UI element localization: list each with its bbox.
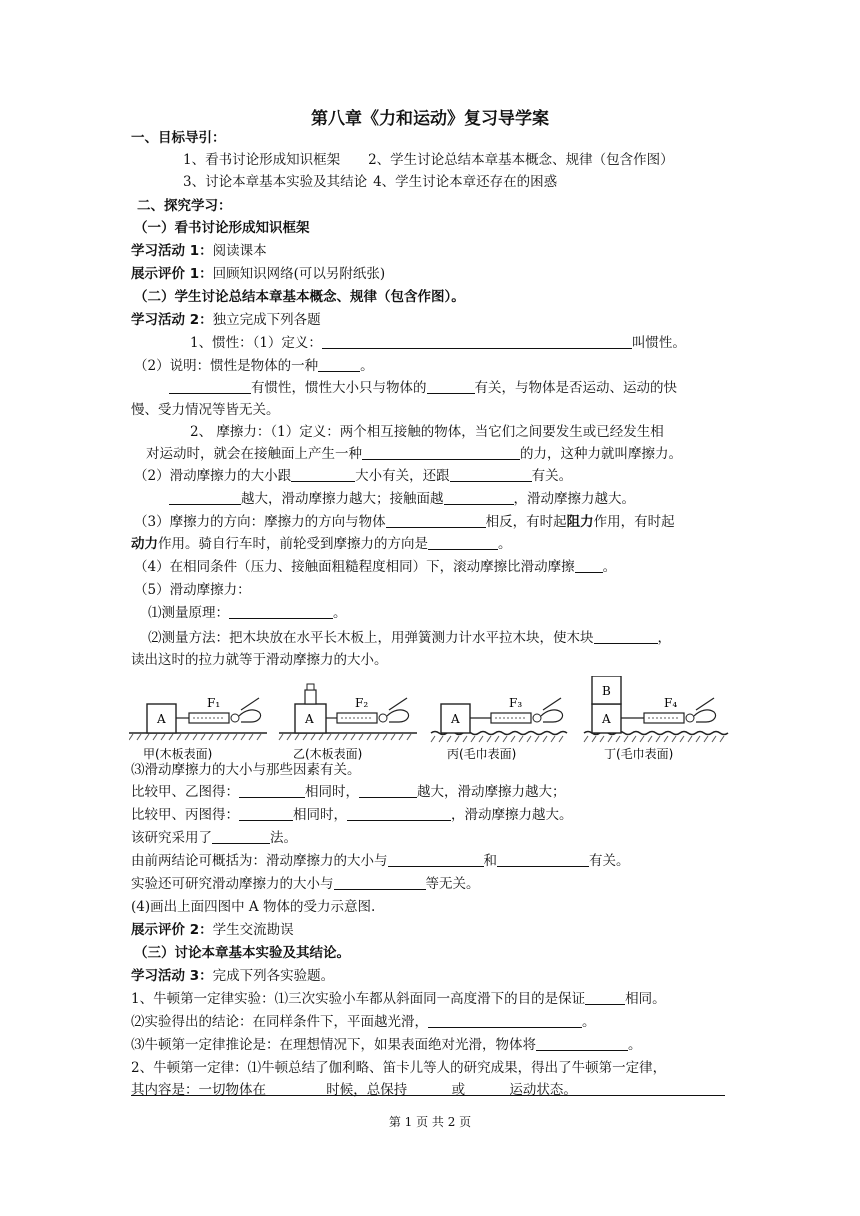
evaluation-2 bbox=[131, 920, 294, 940]
newton-experiment bbox=[131, 989, 666, 1009]
draw-instruction: (4)画出上面四图中 A 物体的受力示意图. bbox=[131, 899, 376, 915]
newton-inference bbox=[131, 1035, 642, 1055]
friction-definition: 2、 摩擦力：（1）定义：两个相互接触的物体，当它们之间要发生或已经发生相 bbox=[190, 424, 664, 440]
method-end: ， bbox=[657, 630, 671, 646]
friction-direction bbox=[134, 512, 675, 532]
activity-3-label: 学习活动 3： bbox=[131, 968, 213, 984]
friction-size2-end: ，滑动摩擦力越大。 bbox=[513, 491, 635, 507]
block-label: A bbox=[451, 712, 460, 726]
blank[interactable] bbox=[407, 1081, 447, 1096]
inertia-size bbox=[169, 378, 677, 398]
research-method bbox=[131, 828, 297, 848]
friction-dir2-end: 。 bbox=[498, 536, 512, 552]
friction-definition-cont bbox=[146, 444, 682, 464]
friction-size bbox=[134, 466, 572, 486]
panel-jia bbox=[129, 696, 267, 761]
goal-row-2 bbox=[183, 172, 557, 192]
inertia-size-text-2: 有关，与物体是否运动、运动的快 bbox=[474, 380, 677, 396]
blank[interactable] bbox=[291, 467, 355, 482]
method-text: ⑵测量方法：把木块放在水平长木板上，用弹簧测力计水平拉木块，使木块 bbox=[148, 630, 594, 646]
method-end: 法。 bbox=[270, 830, 297, 846]
activity-2 bbox=[131, 310, 321, 330]
friction-size-text: （2）滑动摩擦力的大小跟 bbox=[134, 468, 292, 484]
blank[interactable] bbox=[428, 1013, 582, 1028]
newton-conclusion bbox=[131, 1012, 596, 1032]
blank[interactable] bbox=[318, 357, 360, 372]
blank[interactable] bbox=[270, 1081, 326, 1096]
blank[interactable] bbox=[359, 783, 417, 798]
block-label: A bbox=[157, 712, 166, 726]
sliding-friction-heading: （5）滑动摩擦力： bbox=[134, 582, 251, 598]
blank[interactable] bbox=[585, 990, 625, 1005]
block-label: A bbox=[305, 712, 314, 726]
newton-law-text-2: 时候，总保持 bbox=[326, 1082, 408, 1098]
blank[interactable] bbox=[239, 806, 293, 821]
inertia-explain-end: 。 bbox=[360, 358, 374, 374]
inertia-size-cont: 慢、受力情况等皆无关。 bbox=[131, 402, 280, 418]
friction-dir-text-2: 相反，有时起 bbox=[485, 514, 567, 530]
friction-experiment-figure bbox=[129, 676, 731, 766]
activity-1 bbox=[131, 241, 267, 261]
newton-infer-end: 。 bbox=[628, 1037, 642, 1053]
blank[interactable] bbox=[465, 1081, 505, 1096]
friction-direction-cont bbox=[131, 534, 512, 554]
newton-law-or: 或 bbox=[447, 1082, 466, 1098]
friction-dir-text-3: 作用，有时起 bbox=[593, 514, 675, 530]
inertia-explain bbox=[134, 356, 374, 376]
compare2-end: ，滑动摩擦力越大。 bbox=[451, 807, 573, 823]
compare1-end: 越大，滑动摩擦力越大； bbox=[417, 784, 566, 800]
newton-law-text: 其内容是：一切物体在 bbox=[131, 1082, 271, 1098]
panel-bing bbox=[431, 696, 567, 761]
blank[interactable] bbox=[444, 490, 514, 505]
panel-yi bbox=[279, 684, 417, 761]
goal-row-1 bbox=[183, 150, 674, 170]
extra-research bbox=[131, 874, 480, 894]
block-label-b: B bbox=[602, 684, 611, 698]
blank[interactable] bbox=[334, 875, 426, 890]
blank[interactable] bbox=[239, 783, 305, 798]
measure-method-cont: 读出这时的拉力就等于滑动摩擦力的大小。 bbox=[131, 652, 388, 668]
blank[interactable] bbox=[450, 467, 532, 482]
blank[interactable] bbox=[347, 806, 451, 821]
evaluation-2-label: 展示评价 2： bbox=[131, 922, 213, 938]
friction-dir-bold: 阻力 bbox=[566, 514, 594, 530]
inertia-def-end: 叫惯性。 bbox=[631, 335, 686, 351]
force-label-f2: F₂ bbox=[355, 696, 369, 710]
extra-end: 等无关。 bbox=[425, 876, 480, 892]
inertia-def-text: 1、惯性：（1）定义： bbox=[190, 335, 322, 351]
blank[interactable] bbox=[169, 379, 251, 394]
compare2-text-2: 相同时， bbox=[293, 807, 347, 823]
newton-law-content bbox=[131, 1080, 577, 1100]
newton-concl-text: ⑵实验得出的结论：在同样条件下，平面越光滑， bbox=[131, 1014, 428, 1030]
rolling-end: 。 bbox=[602, 559, 617, 575]
force-label-f4: F₄ bbox=[664, 696, 678, 710]
blank[interactable] bbox=[322, 334, 632, 349]
compare-1 bbox=[131, 782, 566, 802]
compare-2 bbox=[131, 805, 573, 825]
caption-jia: 甲(木板表面) bbox=[143, 747, 213, 761]
evaluation-2-text: 学生交流勘误 bbox=[212, 922, 294, 938]
newton-law-end: 运动状态。 bbox=[505, 1082, 577, 1098]
goal-3: 3、讨论本章基本实验及其结论 bbox=[183, 174, 368, 190]
newton-exp-end: 相同。 bbox=[625, 991, 666, 1007]
principle-text: ⑴测量原理： bbox=[148, 605, 229, 621]
blank[interactable] bbox=[362, 445, 520, 460]
inertia-definition bbox=[190, 333, 686, 353]
factors-heading: ⑶滑动摩擦力的大小与那些因素有关。 bbox=[131, 762, 361, 778]
friction-size2-text: 越大，滑动摩擦力越大；接触面越 bbox=[241, 491, 444, 507]
blank[interactable] bbox=[386, 513, 486, 528]
force-label-f1: F₁ bbox=[207, 696, 221, 710]
activity-3 bbox=[131, 966, 334, 986]
activity-3-text: 完成下列各实验题。 bbox=[212, 968, 335, 984]
summary-end: 有关。 bbox=[589, 853, 630, 869]
blank[interactable] bbox=[427, 379, 475, 394]
goal-1: 1、看书讨论形成知识框架 bbox=[183, 152, 341, 168]
friction-dir2-text: 作用。骑自行车时，前轮受到摩擦力的方向是 bbox=[158, 536, 428, 552]
compare1-text: 比较甲、乙图得： bbox=[131, 784, 239, 800]
evaluation-1-text: 回顾知识网络(可以另附纸张) bbox=[212, 266, 386, 282]
blank[interactable] bbox=[536, 1036, 628, 1051]
compare1-text-2: 相同时， bbox=[305, 784, 359, 800]
rolling-text: （4）在相同条件（压力、接触面粗糙程度相同）下，滚动摩擦比滑动摩擦 bbox=[134, 559, 575, 575]
panel-ding bbox=[584, 676, 728, 761]
newton-infer-text: ⑶牛顿第一定律推论是：在理想情况下，如果表面绝对光滑，物体将 bbox=[131, 1037, 536, 1053]
inertia-explain-text: （2）说明：惯性是物体的一种 bbox=[134, 358, 319, 374]
blank[interactable] bbox=[575, 558, 603, 573]
friction-size-text-2: 大小有关，还跟 bbox=[355, 468, 450, 484]
part2-heading: （二）学生讨论总结本章基本概念、规律（包含作图）。 bbox=[134, 289, 465, 305]
principle-end: 。 bbox=[333, 605, 347, 621]
summary-text: 由前两结论可概括为：滑动摩擦力的大小与 bbox=[131, 853, 388, 869]
caption-yi: 乙(木板表面) bbox=[293, 747, 363, 761]
blank[interactable] bbox=[594, 629, 658, 644]
part1-heading: （一）看书讨论形成知识框架 bbox=[134, 220, 310, 236]
goal-2: 2、学生讨论总结本章基本概念、规律（包含作图） bbox=[368, 152, 674, 168]
activity-1-label: 学习活动 1： bbox=[131, 243, 213, 259]
goal-4: 4、学生讨论本章还存在的困惑 bbox=[373, 174, 558, 190]
measure-method bbox=[148, 628, 671, 648]
page-title: 第八章《力和运动》复习导学案 bbox=[311, 109, 549, 129]
evaluation-1-label: 展示评价 1： bbox=[131, 266, 213, 282]
part3-heading: （三）讨论本章基本实验及其结论。 bbox=[134, 945, 350, 961]
blank[interactable] bbox=[428, 535, 498, 550]
blank[interactable] bbox=[169, 490, 241, 505]
activity-2-label: 学习活动 2： bbox=[131, 312, 213, 328]
block-label: A bbox=[602, 712, 611, 726]
blank[interactable] bbox=[212, 829, 270, 844]
section-goals-heading: 一、目标导引： bbox=[131, 130, 226, 146]
summary bbox=[131, 851, 630, 871]
rolling-friction bbox=[134, 557, 616, 577]
compare2-text: 比较甲、丙图得： bbox=[131, 807, 239, 823]
force-label-f3: F₃ bbox=[509, 696, 523, 710]
friction-def-end: 的力，这种力就叫摩擦力。 bbox=[520, 446, 682, 462]
friction-dir-text: （3）摩擦力的方向：摩擦力的方向与物体 bbox=[134, 514, 386, 530]
activity-1-text: 阅读课本 bbox=[212, 243, 267, 259]
method-label: 该研究采用了 bbox=[131, 830, 212, 846]
section-explore-heading: 二、探究学习： bbox=[137, 198, 232, 214]
measure-principle bbox=[148, 603, 347, 623]
friction-dir2-bold: 动力 bbox=[131, 536, 158, 552]
blank[interactable] bbox=[229, 604, 333, 619]
caption-ding: 丁(毛巾表面) bbox=[604, 747, 674, 761]
caption-bing: 丙(毛巾表面) bbox=[447, 747, 517, 761]
evaluation-1 bbox=[131, 264, 385, 284]
friction-size-end: 有关。 bbox=[531, 468, 573, 484]
footer-rule bbox=[131, 1095, 725, 1096]
activity-2-text: 独立完成下列各题 bbox=[212, 312, 321, 328]
blank[interactable] bbox=[497, 852, 589, 867]
blank[interactable] bbox=[388, 852, 484, 867]
friction-def-text: 对运动时，就会在接触面上产生一种 bbox=[146, 446, 362, 462]
newton-law: 2、牛顿第一定律：⑴牛顿总结了伽利略、笛卡儿等人的研究成果，得出了牛顿第一定律， bbox=[131, 1060, 667, 1076]
summary-and: 和 bbox=[483, 853, 497, 869]
friction-size-2 bbox=[169, 489, 635, 509]
inertia-size-text: 有惯性，惯性大小只与物体的 bbox=[251, 380, 427, 396]
newton-exp-text: 1、牛顿第一定律实验：⑴三次实验小车都从斜面同一高度滑下的目的是保证 bbox=[131, 991, 586, 1007]
extra-text: 实验还可研究滑动摩擦力的大小与 bbox=[131, 876, 334, 892]
page-footer: 第 1 页 共 2 页 bbox=[388, 1115, 472, 1129]
newton-concl-end: 。 bbox=[582, 1014, 596, 1030]
